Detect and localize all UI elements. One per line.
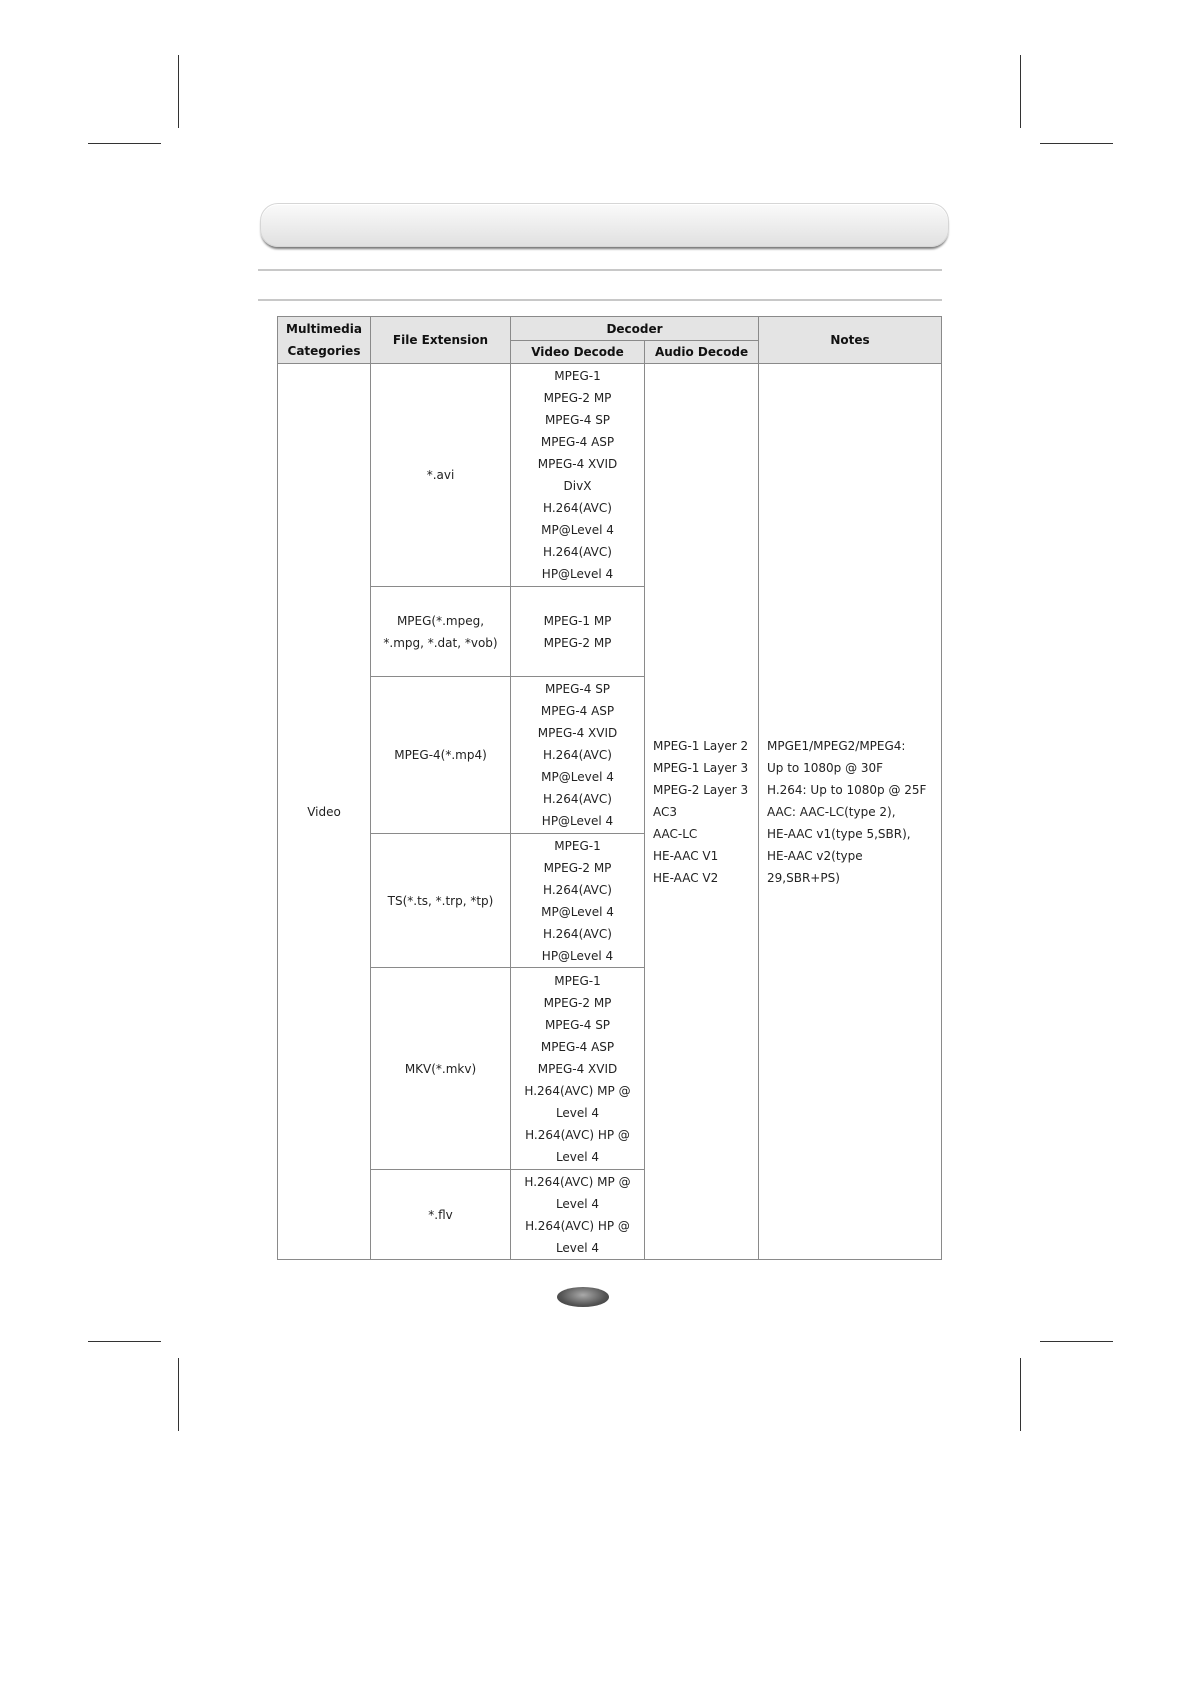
codec-line: H.264(AVC) (543, 882, 612, 897)
crop-mark (178, 1358, 179, 1431)
page-number-badge (557, 1287, 609, 1307)
header-decoder: Decoder (511, 317, 759, 341)
note-line: HE-AAC v2(type (767, 848, 863, 863)
header-file-extension: File Extension (371, 317, 511, 364)
codec-line: H.264(AVC) (543, 501, 612, 515)
codec-line: MPEG-2 MP (543, 391, 612, 405)
codec-line: H.264(AVC) (543, 926, 612, 941)
codec-line: HP@Level 4 (541, 948, 614, 963)
codec-line: MPEG-1 (554, 838, 601, 853)
codec-line: H.264(AVC) (543, 792, 612, 806)
extension-cell: *.avi (371, 364, 511, 587)
crop-mark (88, 1341, 161, 1342)
video-decode-cell (511, 587, 645, 677)
crop-mark (88, 143, 161, 144)
note-line: 29,SBR+PS) (767, 870, 840, 885)
category-cell: Video (278, 364, 371, 1260)
extension-cell: MPEG(*.mpeg, *.mpg, *.dat, *vob) (371, 587, 511, 677)
header-audio-decode: Audio Decode (645, 341, 759, 364)
header-video-decode: Video Decode (511, 341, 645, 364)
codec-line: MPEG-1 (554, 369, 601, 383)
notes-cell (759, 364, 942, 1260)
audio-codec-line: AAC-LC (653, 826, 698, 841)
extension-cell: *.flv (371, 1170, 511, 1260)
audio-codec-line: MPEG-2 Layer 3 (653, 782, 749, 797)
codec-line: MPEG-4 XVID (537, 457, 618, 471)
audio-decode-cell (645, 364, 759, 1260)
crop-mark (178, 55, 179, 128)
codec-line: MPEG-1 MP (543, 613, 612, 628)
audio-codec-line: MPEG-1 Layer 3 (653, 760, 749, 775)
codec-line: DivX (563, 479, 592, 493)
codec-line: H.264(AVC) MP @ (524, 1083, 631, 1098)
header-multimedia-categories: Multimedia Categories (278, 317, 371, 364)
audio-codec-line: HE-AAC V1 (653, 848, 719, 863)
codec-line: MPEG-4 SP (544, 1017, 611, 1032)
crop-mark (1020, 55, 1021, 128)
codec-line: MP@Level 4 (541, 904, 614, 919)
codec-line: MP@Level 4 (541, 523, 614, 537)
note-line: AAC: AAC-LC(type 2), (767, 804, 896, 819)
video-decode-cell (511, 968, 645, 1170)
codec-line: Level 4 (555, 1196, 600, 1211)
divider-rule (258, 269, 942, 271)
codec-line: H.264(AVC) (543, 748, 612, 762)
codec-line: MPEG-4 SP (544, 413, 611, 427)
note-line: HE-AAC v1(type 5,SBR), (767, 826, 911, 841)
section-title-bar (260, 203, 949, 247)
codec-line: HP@Level 4 (541, 814, 614, 828)
codec-line: MPEG-4 SP (544, 682, 611, 696)
extension-cell: MPEG-4(*.mp4) (371, 677, 511, 834)
codec-line: MP@Level 4 (541, 770, 614, 784)
codec-line: H.264(AVC) (543, 545, 612, 559)
audio-codec-line: HE-AAC V2 (653, 870, 719, 885)
codec-line: MPEG-2 MP (543, 995, 612, 1010)
video-decode-cell (511, 834, 645, 968)
video-decode-cell (511, 364, 645, 587)
codec-line: H.264(AVC) HP @ (525, 1218, 630, 1233)
header-notes: Notes (759, 317, 942, 364)
crop-mark (1040, 143, 1113, 144)
codec-line: MPEG-4 ASP (540, 704, 615, 718)
codec-line: MPEG-1 (554, 973, 601, 988)
codec-line: Level 4 (555, 1149, 600, 1164)
note-line: MPGE1/MPEG2/MPEG4: (767, 738, 906, 753)
codec-line: HP@Level 4 (541, 567, 614, 581)
divider-rule (258, 299, 942, 301)
crop-mark (1020, 1358, 1021, 1431)
note-line: H.264: Up to 1080p @ 25F (767, 782, 927, 797)
extension-cell: MKV(*.mkv) (371, 968, 511, 1170)
note-line: Up to 1080p @ 30F (767, 760, 884, 775)
multimedia-format-table (277, 316, 942, 1260)
audio-codec-line: AC3 (653, 804, 678, 819)
codec-line: MPEG-4 ASP (540, 1039, 615, 1054)
extension-cell: TS(*.ts, *.trp, *tp) (371, 834, 511, 968)
codec-line: Level 4 (555, 1240, 600, 1255)
video-decode-cell (511, 677, 645, 834)
codec-line: H.264(AVC) MP @ (524, 1174, 631, 1189)
codec-line: MPEG-2 MP (543, 860, 612, 875)
codec-line: Level 4 (555, 1105, 600, 1120)
codec-line: MPEG-2 MP (543, 635, 612, 650)
codec-line: MPEG-4 ASP (540, 435, 615, 449)
codec-line: H.264(AVC) HP @ (525, 1127, 630, 1142)
video-decode-cell (511, 1170, 645, 1260)
crop-mark (1040, 1341, 1113, 1342)
audio-codec-line: MPEG-1 Layer 2 (653, 738, 749, 753)
codec-line: MPEG-4 XVID (537, 726, 618, 740)
codec-line: MPEG-4 XVID (537, 1061, 618, 1076)
